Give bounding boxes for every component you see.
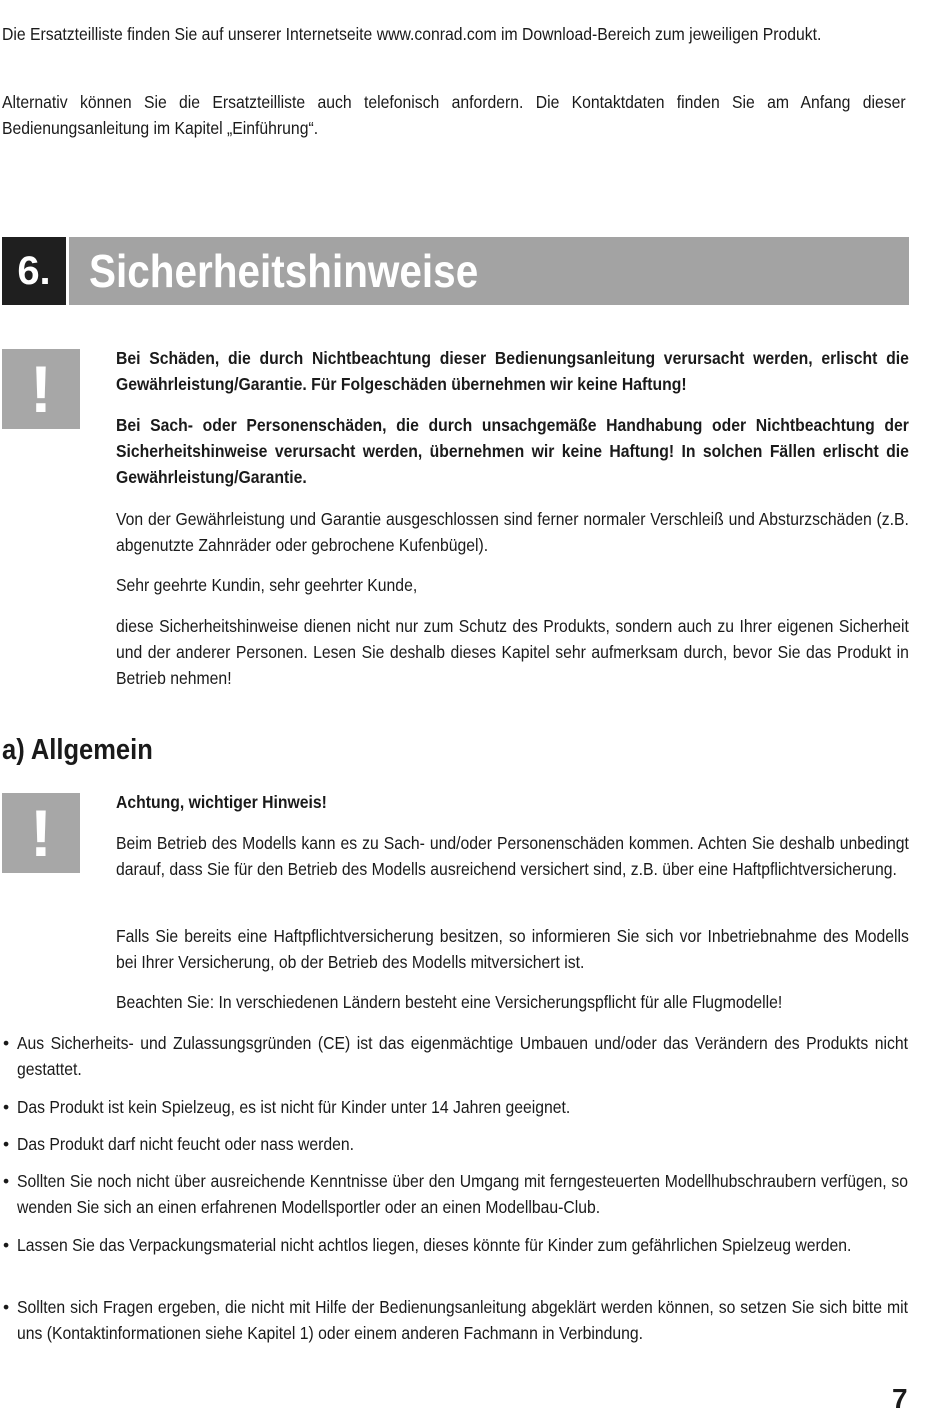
section-heading-general: a) Allgemein (2, 734, 153, 766)
paragraph-insurance-obligation: Beachten Sie: In verschiedenen Ländern besteht eine Versicherungspflicht für alle Flugmodelle! (116, 992, 783, 1012)
warning-paragraph-damage: Bei Sach- oder Personenschäden, die durch unsachgemäße Handhabung oder Nichtbeachtung der Sicherheitshinweise verursacht werden, übernehmen wir keine Haftung! In solchen Fällen erlischt die Gewährleistung/Garantie. (116, 415, 909, 487)
paragraph-existing-insurance: Falls Sie bereits eine Haftpflichtversicherung besitzen, so informieren Sie sich vor Inbetriebnahme des Modells bei Ihrer Versicherung, ob der Betrieb des Modells mitversichert ist. (116, 926, 909, 972)
chapter-number: 6. (2, 237, 66, 305)
bullet-symbol: • (3, 1097, 10, 1117)
paragraph-salutation: Sehr geehrte Kundin, sehr geehrter Kunde, (116, 575, 418, 595)
bullet-symbol: • (3, 1033, 10, 1053)
chapter-heading-bar (2, 237, 909, 305)
bullet-item: Lassen Sie das Verpackungsmaterial nicht achtlos liegen, dieses könnte für Kinder zum gefährlichen Spielzeug werden. (17, 1235, 852, 1255)
bullet-symbol: • (3, 1134, 10, 1154)
intro-paragraph-contact: Alternativ können Sie die Ersatzteilliste auch telefonisch anfordern. Die Kontaktdaten finden Sie am Anfang dieser Bedienungsanleitung im Kapitel „Einführung“. (2, 92, 906, 138)
warning-exclamation-icon: ! (2, 793, 80, 873)
paragraph-insurance-advice: Beim Betrieb des Modells kann es zu Sach- und/oder Personenschäden kommen. Achten Sie deshalb unbedingt darauf, dass Sie für den Betrieb des Modells ausreichend versichert sind, z.B. über eine Haftpflichtversicherung. (116, 833, 909, 879)
bullet-symbol: • (3, 1297, 10, 1317)
bullet-item: Das Produkt ist kein Spielzeug, es ist nicht für Kinder unter 14 Jahren geeignet. (17, 1097, 571, 1117)
bullet-item: Das Produkt darf nicht feucht oder nass werden. (17, 1134, 355, 1154)
bullet-item: Sollten sich Fragen ergeben, die nicht mit Hilfe der Bedienungsanleitung abgeklärt werden können, so setzen Sie sich bitte mit uns (Kontaktinformationen siehe Kapitel 1) oder einem anderen Fachmann in Verbindung. (17, 1297, 908, 1343)
page-number: 7 (892, 1383, 908, 1414)
bullet-item: Sollten Sie noch nicht über ausreichende Kenntnisse über den Umgang mit ferngesteuerten Modellhubschraubern verfügen, so wenden Sie sich an einen erfahrenen Modellsportler oder an einen Modellbau-Club. (17, 1171, 908, 1217)
intro-paragraph-spare-parts: Die Ersatzteilliste finden Sie auf unserer Internetseite www.conrad.com im Download-Bereich zum jeweiligen Produkt. (2, 24, 822, 44)
paragraph-warranty-exclusion: Von der Gewährleistung und Garantie ausgeschlossen sind ferner normaler Verschleiß und Absturzschäden (z.B. abgenutzte Zahnräder oder gebrochene Kufenbügel). (116, 509, 909, 555)
chapter-title: Sicherheitshinweise (89, 245, 479, 297)
bullet-symbol: • (3, 1171, 10, 1191)
bullet-symbol: • (3, 1235, 10, 1255)
paragraph-safety-purpose: diese Sicherheitshinweise dienen nicht nur zum Schutz des Produkts, sondern auch zu Ihrer eigenen Sicherheit und der anderer Personen. Lesen Sie deshalb dieses Kapitel sehr aufmerksam durch, bevor Sie das Produkt in Betrieb nehmen! (116, 616, 909, 688)
warning-paragraph-liability: Bei Schäden, die durch Nichtbeachtung dieser Bedienungsanleitung verursacht werden, erlischt die Gewährleistung/Garantie. Für Folgeschäden übernehmen wir keine Haftung! (116, 348, 909, 394)
bullet-item: Aus Sicherheits- und Zulassungsgründen (CE) ist das eigenmächtige Umbauen und/oder das Verändern des Produkts nicht gestattet. (17, 1033, 908, 1079)
warning-exclamation-icon: ! (2, 349, 80, 429)
warning-title-important: Achtung, wichtiger Hinweis! (116, 792, 327, 812)
